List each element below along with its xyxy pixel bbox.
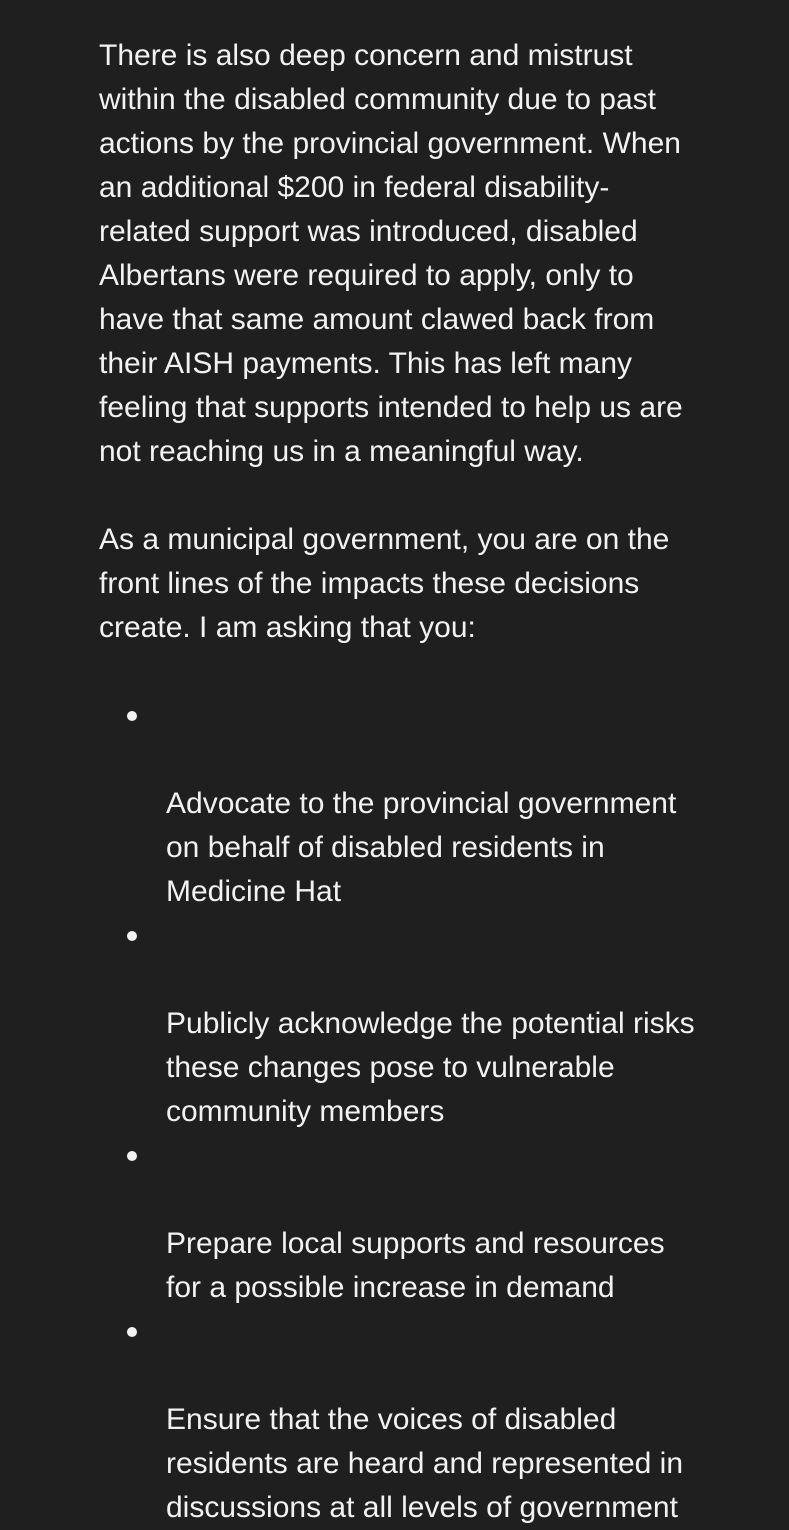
list-item bbox=[99, 1310, 739, 1530]
request-list bbox=[99, 694, 739, 1530]
list-item-text: Advocate to the provincial government on behalf of disabled residents in Medicine Hat bbox=[166, 787, 677, 908]
list-item-text: Publicly acknowledge the potential risks these changes pose to vulnerable community members bbox=[166, 1007, 695, 1128]
bullet-icon bbox=[127, 1327, 137, 1337]
document-body bbox=[99, 34, 739, 1530]
list-item-text: Prepare local supports and resources for a possible increase in demand bbox=[166, 1227, 665, 1304]
paragraph-concern: There is also deep concern and mistrust within the disabled community due to past actions by the provincial government. When an additional $200 in federal disability- related support was introduced, disabled Albertans were required to apply, only to have that same amount clawed back from their AISH payments. This has left many feeling that supports intended to help us are not reaching us in a meaningful way. bbox=[99, 39, 683, 468]
list-item-text: Ensure that the voices of disabled residents are heard and represented in discussions at all levels of government bbox=[166, 1403, 684, 1524]
bullet-icon bbox=[127, 1151, 137, 1161]
paragraph-request-intro: As a municipal government, you are on the front lines of the impacts these decisions create. I am asking that you: bbox=[99, 523, 670, 644]
list-item bbox=[99, 1134, 739, 1310]
bullet-icon bbox=[127, 931, 137, 941]
list-item bbox=[99, 694, 739, 914]
bullet-icon bbox=[127, 711, 137, 721]
list-item bbox=[99, 914, 739, 1134]
